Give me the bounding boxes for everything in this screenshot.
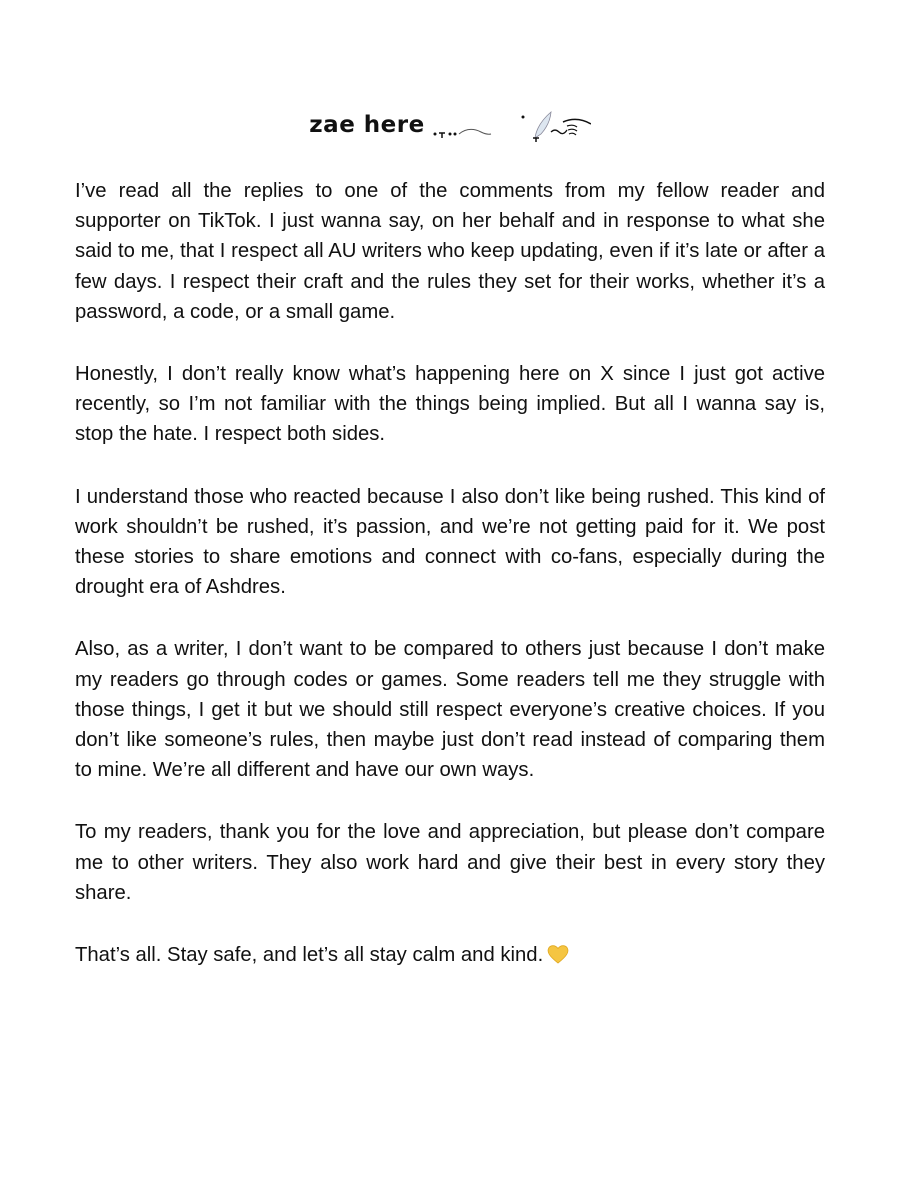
paragraph: I’ve read all the replies to one of the comments from my fellow reader and supporter on TikTok. I just wanna say, on her behalf and in response to what she said to me, that I respect all AU writers who keep updating, even if it’s late or after a few days. I respect their craft and the rules they set for their works, whether it’s a password, a code, or a small game.: [75, 180, 825, 323]
closing-paragraph: [75, 940, 825, 970]
page-title: zae here: [309, 112, 425, 138]
wing-decoration-icon: [431, 108, 591, 142]
paragraph: To my readers, thank you for the love and appreciation, but please don’t compare me to other writers. They also work hard and give their best in every story they share.: [75, 821, 825, 904]
paragraph: Honestly, I don’t really know what’s happening here on X since I just got active recently, so I’m not familiar with the things being implied. But all I wanna say is, stop the hate. I respect both sides.: [75, 363, 825, 446]
document-body: [75, 176, 825, 1002]
title-row: [0, 108, 900, 142]
closing-text: That’s all. Stay safe, and let’s all stay calm and kind.: [75, 944, 544, 967]
yellow-heart-icon: [547, 944, 569, 964]
paragraph: I understand those who reacted because I also don’t like being rushed. This kind of work shouldn’t be rushed, it’s passion, and we’re not getting paid for it. We post these stories to share emotions and connect with co-fans, especially during the drought era of Ashdres.: [75, 485, 825, 599]
paragraph: Also, as a writer, I don’t want to be compared to others just because I don’t make my readers go through codes or games. Some readers tell me they struggle with those things, I get it but we should still respect everyone’s creative choices. If you don’t like someone’s rules, then maybe just don’t read instead of comparing them to mine. We’re all different and have our own ways.: [75, 638, 825, 782]
